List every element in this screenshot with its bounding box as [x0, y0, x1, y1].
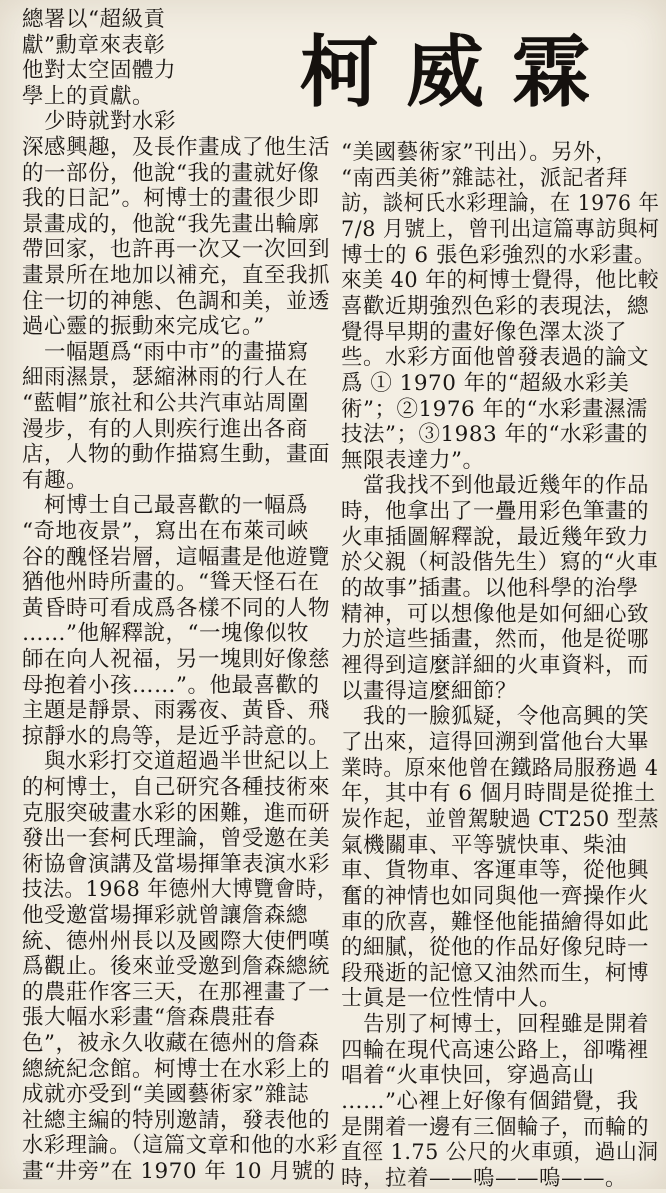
- text-line: 有趣。: [22, 467, 89, 493]
- text-line: 的一部份，他說“我的畫就好像: [22, 160, 320, 186]
- text-line: 師在向人祝福，另一塊則好像慈: [22, 647, 331, 672]
- text-line: 四輪在現代高速公路上，卻嘴裡: [341, 1037, 650, 1063]
- text-line: 直徑 1.75 公尺的火車頭，過山洞: [341, 1140, 659, 1166]
- text-line: 7/8 月號上，曾刊出這篇專訪與柯: [341, 216, 660, 242]
- text-line: 是開着一邊有三個輪子，而輪的: [341, 1114, 650, 1140]
- text-line: 畫“井旁”在 1970 年 10 月號的: [22, 1159, 336, 1184]
- text-line: 住一切的神態、色調和美，並透: [22, 288, 331, 314]
- text-line: 喜歡近期強烈色彩的表現法，總: [341, 293, 650, 319]
- text-line: 唱着“火車快回，穿過高山: [341, 1063, 595, 1089]
- text-line: 社總主編的特別邀請，發表他的: [22, 1107, 331, 1133]
- text-line: 獻”勳章來表彰: [22, 32, 166, 58]
- text-line: “奇地夜景”，寫出在布萊司峽: [22, 519, 309, 544]
- text-line: 帶回家，也許再一次又一次回到: [22, 237, 331, 263]
- text-line: 爲 ① 1970 年的“超級水彩美: [341, 370, 630, 396]
- text-line: 深感興趣，及長作畫成了他生活: [22, 135, 331, 160]
- text-line: 時，他拿出了一疊用彩色筆畫的: [341, 499, 650, 525]
- text-line: 母抱着小孩……”。他最喜歡的: [22, 672, 320, 698]
- text-line: 黃昏時可看成爲各樣不同的人物: [22, 595, 331, 621]
- text-line: 學上的貢獻。: [22, 83, 155, 109]
- text-line: 當我找不到他最近幾年的作品: [341, 473, 650, 499]
- text-line: 時，拉着——嗚——嗚——。: [341, 1166, 628, 1191]
- text-line: 的故事”插畫。以他科學的治學: [341, 576, 639, 602]
- text-line: 色”，被永久收藏在德州的詹森: [22, 1031, 320, 1056]
- text-line: 過心靈的振動來完成它。”: [22, 314, 265, 340]
- text-line: 總署以“超級貢: [22, 7, 166, 32]
- text-line: ……”他解釋說，“一塊像似牧: [22, 621, 309, 647]
- text-line: 段飛逝的記憶又油然而生，柯博: [341, 960, 650, 986]
- text-line: 景畫成的，他說“我先畫出輪廓: [22, 211, 320, 237]
- text-line: 他對太空固體力: [22, 58, 177, 84]
- text-line: 博士的 6 張色彩強烈的水彩畫。: [341, 242, 656, 268]
- text-line: 氣機關車、平等號快車、柴油: [341, 832, 628, 858]
- text-line: 總統紀念館。柯博士在水彩上的: [22, 1056, 331, 1082]
- text-line: 店，人物的動作描寫生動，畫面: [22, 442, 331, 468]
- text-line: 來美 40 年的柯博士覺得，他比較: [341, 268, 660, 294]
- text-line: 細雨濕景，瑟縮淋雨的行人在: [22, 365, 309, 391]
- text-line: 術”；②1976 年的“水彩畫濕濡: [341, 396, 649, 422]
- text-line: 奮的神情也如同與他一齊操作火: [341, 883, 650, 909]
- text-line: 柯博士自己最喜歡的一幅爲: [22, 493, 309, 519]
- text-line: 統、德州州長以及國際大使們嘆: [22, 928, 331, 954]
- text-line: 谷的醜怪岩層，這幅畫是他遊覽: [22, 544, 331, 570]
- text-line: 的柯博士，自己研究各種技術來: [22, 775, 331, 800]
- text-line: 發出一套柯氏理論，曾受邀在美: [22, 826, 331, 852]
- text-line: 漫步，有的人則疾行進出各商: [22, 416, 309, 442]
- text-line: 與水彩打交道超過半世紀以上: [22, 749, 331, 775]
- text-line: 他受邀當場揮彩就曾讓詹森總: [22, 903, 309, 928]
- text-line: 技法”；③1983 年的“水彩畫的: [341, 422, 649, 448]
- text-line: 於父親（柯設偕先生）寫的“火車: [341, 550, 659, 576]
- text-line: 水彩理論。（這篇文章和他的水彩: [22, 1133, 339, 1159]
- text-line: 年，其中有 6 個月時間是從推土: [341, 781, 656, 807]
- text-line: 術協會演講及當場揮筆表演水彩: [22, 851, 331, 877]
- text-line: 爲觀止。後來並受邀到詹森總統: [22, 954, 331, 980]
- text-line: 火車插圖解釋說，最近幾年致力: [341, 524, 650, 550]
- text-line: 主題是靜景、雨霧夜、黃昏、飛: [22, 698, 331, 724]
- text-line: 克服突破畫水彩的困難，進而研: [22, 800, 331, 826]
- text-line: 的細膩，從他的作品好像兒時一: [341, 935, 650, 961]
- text-line: 裡得到這麼詳細的火車資料，而: [341, 653, 650, 678]
- headline-title: 柯威霖: [299, 27, 618, 118]
- text-line: 猶他州時所畫的。“聳天怪石在: [22, 570, 320, 596]
- text-line: 畫景所在地加以補充，直至我抓: [22, 263, 331, 288]
- text-line: 張大幅水彩畫“詹森農莊春: [22, 1005, 276, 1031]
- text-line: 些。水彩方面他曾發表過的論文: [341, 345, 650, 371]
- text-line: 業時。原來他曾在鐵路局服務過 4: [341, 755, 659, 781]
- text-line: 訪，談柯氏水彩理論，在 1976 年: [341, 191, 660, 217]
- headline-box: [256, 12, 662, 120]
- text-line: “藍帽”旅社和公共汽車站周圍: [22, 391, 309, 416]
- text-line: 了出來，這得回溯到當他台大畢: [341, 729, 650, 755]
- text-line: 力於這些插畫，然而，他是從哪: [341, 627, 650, 653]
- text-line: “南西美術”雜誌社，派記者拜: [341, 165, 628, 191]
- text-line: 我的一臉狐疑，令他高興的笑: [341, 704, 650, 730]
- text-line: 的農莊作客三天，在那裡畫了一: [22, 979, 331, 1005]
- text-line: 車的欣喜，難怪他能描繪得如此: [341, 909, 650, 935]
- text-line: ……”心裡上好像有個錯覺，我: [341, 1089, 639, 1115]
- text-line: 精神，可以想像他是如何細心致: [341, 601, 650, 627]
- text-line: 我的日記”。柯博士的畫很少即: [22, 186, 320, 212]
- text-line: 士眞是一位性情中人。: [341, 986, 562, 1012]
- text-line: 無限表達力”。: [341, 447, 485, 473]
- text-line: 以畫得這麼細節？: [341, 678, 518, 704]
- text-line: 車、貨物車、客運車等，從他興: [341, 858, 650, 884]
- text-line: 告別了柯博士，回程雖是開着: [341, 1012, 650, 1038]
- text-line: 技法。1968 年德州大博覽會時，: [22, 877, 339, 903]
- text-line: 掠靜水的鳥等，是近乎詩意的。: [22, 723, 331, 749]
- text-line: 覺得早期的畫好像色澤太淡了: [341, 319, 628, 345]
- text-line: 少時就對水彩: [22, 109, 177, 135]
- text-line: 炭作起，並曾駕駛過 CT250 型蒸: [341, 806, 659, 832]
- text-line: “美國藝術家”刊出）。另外，: [341, 140, 618, 165]
- text-line: 一幅題爲“雨中市”的畫描寫: [22, 339, 309, 365]
- text-line: 成就亦受到“美國藝術家”雜誌: [22, 1082, 309, 1108]
